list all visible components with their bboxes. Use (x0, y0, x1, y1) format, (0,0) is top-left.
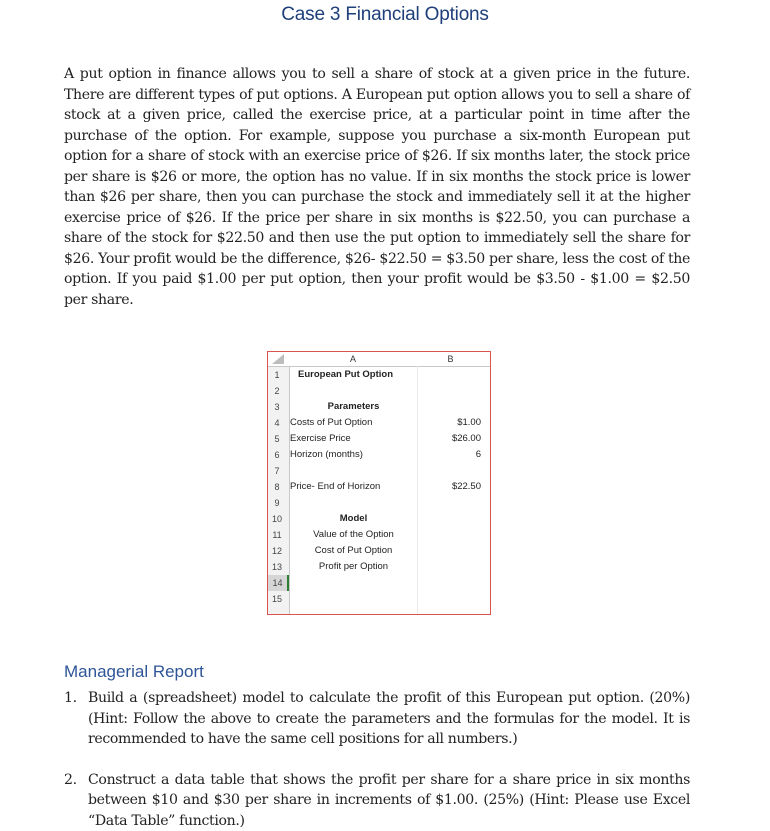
cell-b5: $26.00 (417, 431, 481, 447)
row-number: 2 (268, 383, 286, 399)
row-number: 3 (268, 399, 286, 415)
page-title: Case 3 Financial Options (0, 4, 770, 26)
row-number: 12 (268, 543, 286, 559)
active-row-marker (287, 575, 289, 591)
list-item (64, 770, 690, 831)
list-number: 2. (64, 770, 77, 791)
row-number: 4 (268, 415, 286, 431)
list-item-text: Build a (spreadsheet) model to calculate the profit of this European put option. (20%) (Hint: Follow the above to create the parameters and the formulas for the model. It is recommended to have the same cell positions for all numbers.) (88, 690, 690, 747)
row-number: 6 (268, 447, 286, 463)
managerial-report-heading: Managerial Report (64, 662, 204, 682)
cell-a13: Profit per Option (290, 559, 417, 575)
select-all-corner (268, 352, 289, 366)
row-number: 1 (268, 367, 286, 383)
sheet-row (268, 575, 490, 591)
list-item (64, 688, 690, 750)
cell-a5: Exercise Price (290, 431, 417, 447)
sheet-row (268, 399, 490, 415)
cell-a12: Cost of Put Option (290, 543, 417, 559)
list-number: 1. (64, 688, 77, 709)
row-number: 10 (268, 511, 286, 527)
sheet-row (268, 495, 490, 511)
row-number: 7 (268, 463, 286, 479)
intro-paragraph: A put option in finance allows you to sell a share of stock at a given price in the future. There are different types of put options. A European put option allows you to sell a share of stock at a given price, called the exercise price, at a particular point in time after the purchase of the option. For example, suppose you purchase a six-month European put option for a share of stock with an exercise price of $26. If six months later, the stock price per share is $26 or more, the option has no value. If in six months the stock price is lower than $26 per share, then you can purchase the stock and immediately sell it at the higher exercise price of $26. If the price per share in six months is $22.50, you can purchase a share of the stock for $22.50 and then use the put option to immediately sell the share for $26. Your profit would be the difference, $26- $22.50 = $3.50 per share, less the cost of the option. If you paid $1.00 per put option, then your profit would be $3.50 - $1.00 = $2.50 per share. (64, 64, 690, 310)
sheet-row (268, 383, 490, 399)
sheet-row (268, 511, 490, 527)
row-number: 13 (268, 559, 286, 575)
cell-b6: 6 (417, 447, 481, 463)
row-number: 15 (268, 591, 286, 607)
report-list (64, 688, 690, 831)
row-number: 11 (268, 527, 286, 543)
row-number: 9 (268, 495, 286, 511)
sheet-row (268, 431, 490, 447)
sheet-row (268, 367, 490, 383)
sheet-row (268, 415, 490, 431)
cell-a6: Horizon (months) (290, 447, 417, 463)
cell-a4: Costs of Put Option (290, 415, 417, 431)
sheet-row (268, 543, 490, 559)
cell-b8: $22.50 (417, 479, 481, 495)
column-header-a: A (289, 352, 417, 366)
cell-a1: European Put Option (298, 367, 425, 383)
cell-a11: Value of the Option (290, 527, 417, 543)
sheet-row (268, 559, 490, 575)
row-number: 5 (268, 431, 286, 447)
sheet-row (268, 527, 490, 543)
sheet-row (268, 447, 490, 463)
row-number: 8 (268, 479, 286, 495)
sheet-row (268, 463, 490, 479)
list-item-text: Construct a data table that shows the profit per share for a share price in six months between $10 and $30 per share in increments of $1.00. (25%) (Hint: Please use Excel “Data Table” function.) (88, 772, 690, 829)
spreadsheet-image (267, 351, 491, 615)
cell-a8: Price- End of Horizon (290, 479, 417, 495)
row-number: 14 (268, 575, 287, 591)
sheet-row (268, 591, 490, 607)
column-header-b: B (417, 352, 484, 366)
cell-b4: $1.00 (417, 415, 481, 431)
cell-a3: Parameters (290, 399, 417, 415)
sheet-row (268, 479, 490, 495)
cell-a10: Model (290, 511, 417, 527)
